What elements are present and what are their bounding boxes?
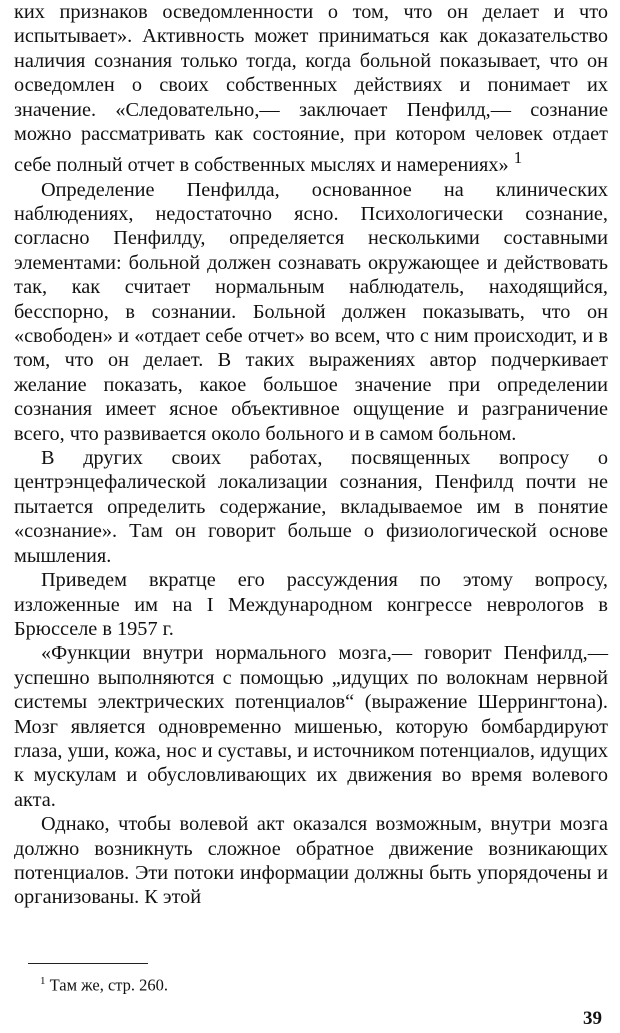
paragraph-2: Определение Пенфилда, основанное на клинических наблюдениях, недостаточно ясно. Психологически сознание, согласно Пенфилду, определяется несколькими составными элементами: больной должен сознавать окружающее и действовать так, как считает нормальным наблюдатель, находящийся, бесспорно, в сознании. Больной должен показывать, что он «свободен» и «отдает себе отчет» во всем, что с ним происходит, и в том, что он делает. В таких выражениях автор подчеркивает желание показать, какое большое значение при определении сознания имеет ясное объективное ощущение и разграничение всего, что развивается около больного и в самом больном.	[14, 178, 608, 445]
footnote	[40, 970, 168, 997]
paragraph-4: Приведем вкратце его рассуждения по этому вопросу, изложенные им на I Международном конгрессе неврологов в Брюсселе в 1957 г.	[14, 569, 608, 640]
paragraph-1: ких признаков осведомленности о том, что он делает и что испытывает». Активность может приниматься как доказательство наличия сознания только тогда, когда больной показывает, что он осведомлен о своих собственных действиях и понимает их значение. «Следовательно,— заключает Пенфилд,— сознание можно рассматривать как состояние, при котором человек отдает себе полный отчет в собственных мыслях и намерениях» $^1$	[14, 1, 608, 177]
footnote-text: Там же, стр. 260.	[49, 975, 169, 995]
page-number: 39	[583, 1008, 602, 1029]
body-text	[14, 0, 608, 910]
footnote-divider	[28, 963, 148, 964]
paragraph-5: «Функции внутри нормального мозга,— говорит Пенфилд,— успешно выполняются с помощью „идущих по волокнам нервной системы электрических потенциалов“ (выражение Шеррингтона). Мозг является одновременно мишенью, которую бомбардируют глаза, уши, кожа, нос и суставы, и источником потенциалов, идущих к мускулам и обусловливающих их движения во время волевого акта.	[14, 642, 608, 811]
footnote-reference: 1	[513, 148, 523, 168]
paragraph-6: Однако, чтобы волевой акт оказался возможным, внутри мозга должно возникнуть сложное обратное движение возникающих потенциалов. Эти потоки информации должны быть упорядочены и организованы. К этой	[14, 813, 608, 909]
footnote-marker: 1	[40, 975, 46, 987]
paragraph-3: В других своих работах, посвященных вопросу о центрэнцефалической локализации сознания, Пенфилд почти не пытается определить содержание, вкладываемое им в понятие «сознание». Там он говорит больше о физиологической основе мышления.	[14, 447, 608, 567]
